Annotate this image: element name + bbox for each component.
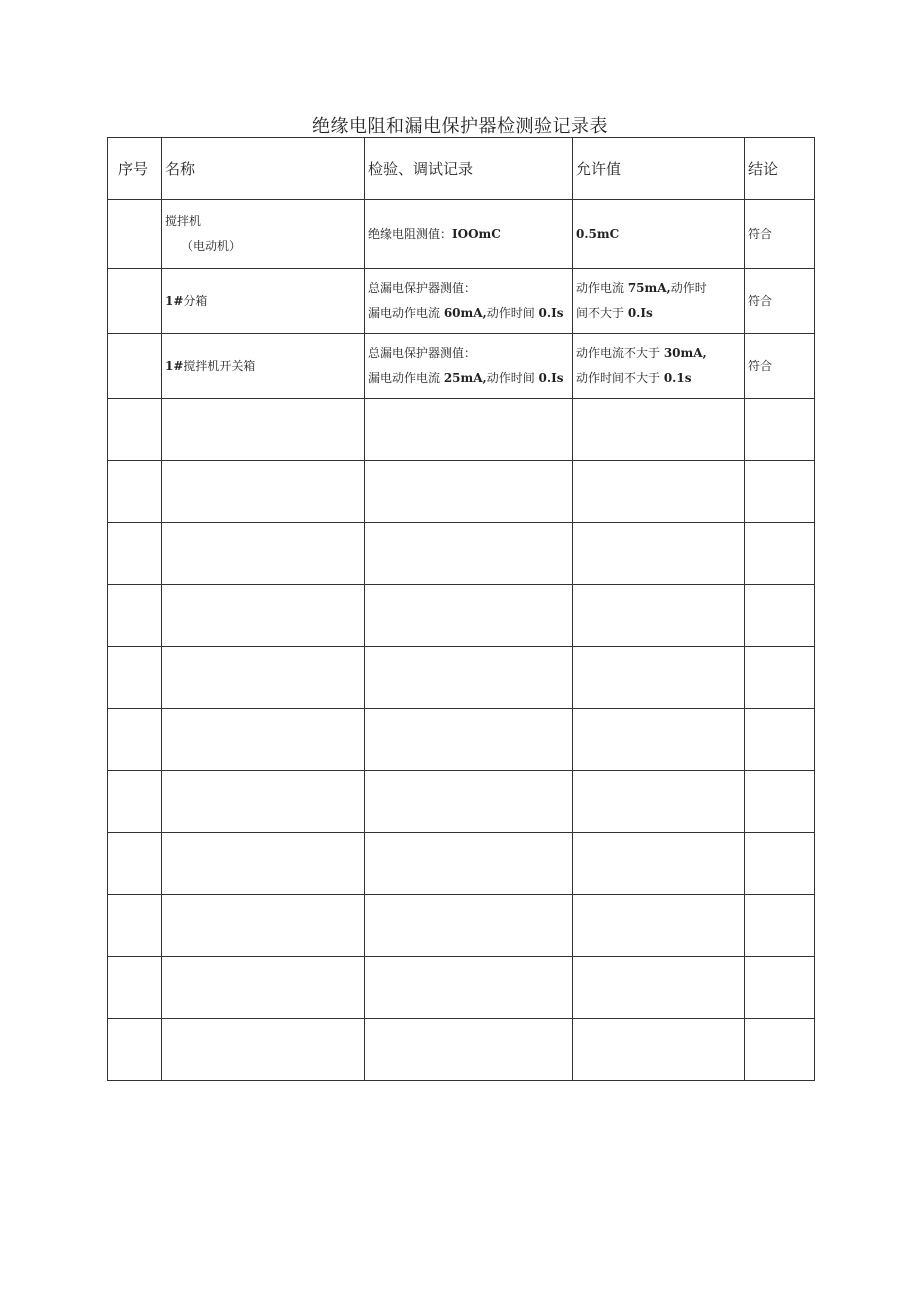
empty-table-row (108, 399, 815, 461)
empty-table-row (108, 1019, 815, 1081)
header-conclusion: 结论 (745, 138, 815, 200)
name-cell (162, 771, 365, 833)
allowed-part: 动作时间不大于 (576, 371, 664, 385)
allowed-line (576, 301, 744, 326)
seq-cell (108, 1019, 162, 1081)
record-cell (365, 200, 573, 269)
record-cell (365, 709, 573, 771)
record-cell (365, 833, 573, 895)
conclusion-cell (745, 461, 815, 523)
name-cell (162, 647, 365, 709)
allowed-part: 动作电流 (576, 281, 628, 295)
record-line: 总漏电保护器测值： (368, 346, 477, 360)
name-cell (162, 709, 365, 771)
table-row (108, 334, 815, 399)
allowed-part: 30mA, (663, 346, 707, 360)
seq-cell (108, 334, 162, 399)
name-text: 分箱 (183, 293, 208, 308)
conclusion-cell (745, 833, 815, 895)
allowed-part: 0.1s (663, 371, 692, 385)
allowed-cell (573, 771, 745, 833)
empty-table-row (108, 895, 815, 957)
record-part: 漏电动作电流 (368, 306, 444, 320)
record-part: 0.Is (538, 371, 564, 385)
allowed-part: 间不大于 (576, 306, 628, 320)
table-row (108, 200, 815, 269)
seq-cell (108, 200, 162, 269)
allowed-line (576, 366, 744, 391)
record-line (368, 301, 572, 326)
record-cell (365, 334, 573, 399)
name-cell (162, 399, 365, 461)
seq-cell (108, 399, 162, 461)
name-cell (162, 461, 365, 523)
empty-table-row (108, 771, 815, 833)
conclusion-cell (745, 647, 815, 709)
record-cell (365, 523, 573, 585)
seq-cell (108, 957, 162, 1019)
record-cell (365, 771, 573, 833)
name-cell (162, 200, 365, 269)
allowed-line (576, 276, 744, 301)
record-table (107, 137, 815, 1081)
conclusion-cell (745, 895, 815, 957)
conclusion-cell (745, 709, 815, 771)
conclusion-cell: 符合 (745, 200, 815, 269)
name-cell (162, 895, 365, 957)
empty-table-row (108, 833, 815, 895)
empty-table-row (108, 461, 815, 523)
name-text: 搅拌机开关箱 (183, 358, 256, 373)
name-cell (162, 957, 365, 1019)
seq-cell (108, 709, 162, 771)
conclusion-cell: 符合 (745, 334, 815, 399)
conclusion-cell (745, 1019, 815, 1081)
header-record: 检验、调试记录 (365, 138, 573, 200)
record-text: 绝缘电阻测值： (368, 226, 453, 241)
record-part: 25mA, (443, 371, 487, 385)
header-name: 名称 (162, 138, 365, 200)
allowed-cell (573, 1019, 745, 1081)
allowed-cell (573, 461, 745, 523)
empty-table-row (108, 585, 815, 647)
allowed-value: 0.5mC (576, 226, 620, 241)
conclusion-cell (745, 399, 815, 461)
allowed-cell (573, 957, 745, 1019)
seq-cell (108, 895, 162, 957)
record-part: 动作时间 (486, 306, 539, 320)
allowed-cell (573, 709, 745, 771)
seq-cell (108, 647, 162, 709)
record-cell (365, 1019, 573, 1081)
allowed-part: 动作电流不大于 (576, 346, 664, 360)
record-line: 总漏电保护器测值： (368, 281, 477, 295)
seq-cell (108, 585, 162, 647)
record-part: 漏电动作电流 (368, 371, 444, 385)
table-row (108, 269, 815, 334)
seq-cell (108, 523, 162, 585)
record-line (368, 366, 572, 391)
conclusion-cell (745, 585, 815, 647)
empty-table-row (108, 709, 815, 771)
allowed-cell (573, 523, 745, 585)
record-part: 0.Is (538, 306, 564, 320)
allowed-part: 75mA, (627, 281, 671, 295)
seq-cell (108, 461, 162, 523)
conclusion-cell (745, 771, 815, 833)
record-cell (365, 461, 573, 523)
seq-cell (108, 771, 162, 833)
allowed-line (576, 341, 744, 366)
allowed-cell (573, 399, 745, 461)
header-row (108, 138, 815, 200)
allowed-cell (573, 585, 745, 647)
record-cell (365, 647, 573, 709)
empty-table-row (108, 523, 815, 585)
record-cell (365, 585, 573, 647)
empty-table-row (108, 957, 815, 1019)
allowed-part: 0.Is (627, 306, 653, 320)
record-value: IOOmC (452, 226, 501, 241)
name-line: 搅拌机 (165, 214, 202, 228)
allowed-cell (573, 647, 745, 709)
conclusion-cell: 符合 (745, 269, 815, 334)
allowed-cell (573, 200, 745, 269)
record-cell (365, 957, 573, 1019)
name-cell (162, 523, 365, 585)
seq-cell (108, 833, 162, 895)
name-prefix: 1# (165, 293, 184, 308)
allowed-cell (573, 895, 745, 957)
record-cell (365, 895, 573, 957)
name-cell (162, 1019, 365, 1081)
conclusion-cell (745, 957, 815, 1019)
record-cell (365, 269, 573, 334)
allowed-part: 动作时 (670, 281, 707, 295)
empty-table-row (108, 647, 815, 709)
record-part: 动作时间 (486, 371, 539, 385)
conclusion-cell (745, 523, 815, 585)
seq-cell (108, 269, 162, 334)
name-prefix: 1# (165, 358, 184, 373)
document-title: 绝缘电阻和漏电保护器检测验记录表 (312, 116, 608, 137)
header-seq: 序号 (108, 138, 162, 200)
name-cell (162, 269, 365, 334)
allowed-cell (573, 269, 745, 334)
name-cell (162, 833, 365, 895)
header-allowed: 允许值 (573, 138, 745, 200)
record-part: 60mA, (443, 306, 487, 320)
allowed-cell (573, 833, 745, 895)
allowed-cell (573, 334, 745, 399)
record-cell (365, 399, 573, 461)
name-line: （电动机） (181, 239, 242, 253)
name-cell (162, 585, 365, 647)
name-cell (162, 334, 365, 399)
